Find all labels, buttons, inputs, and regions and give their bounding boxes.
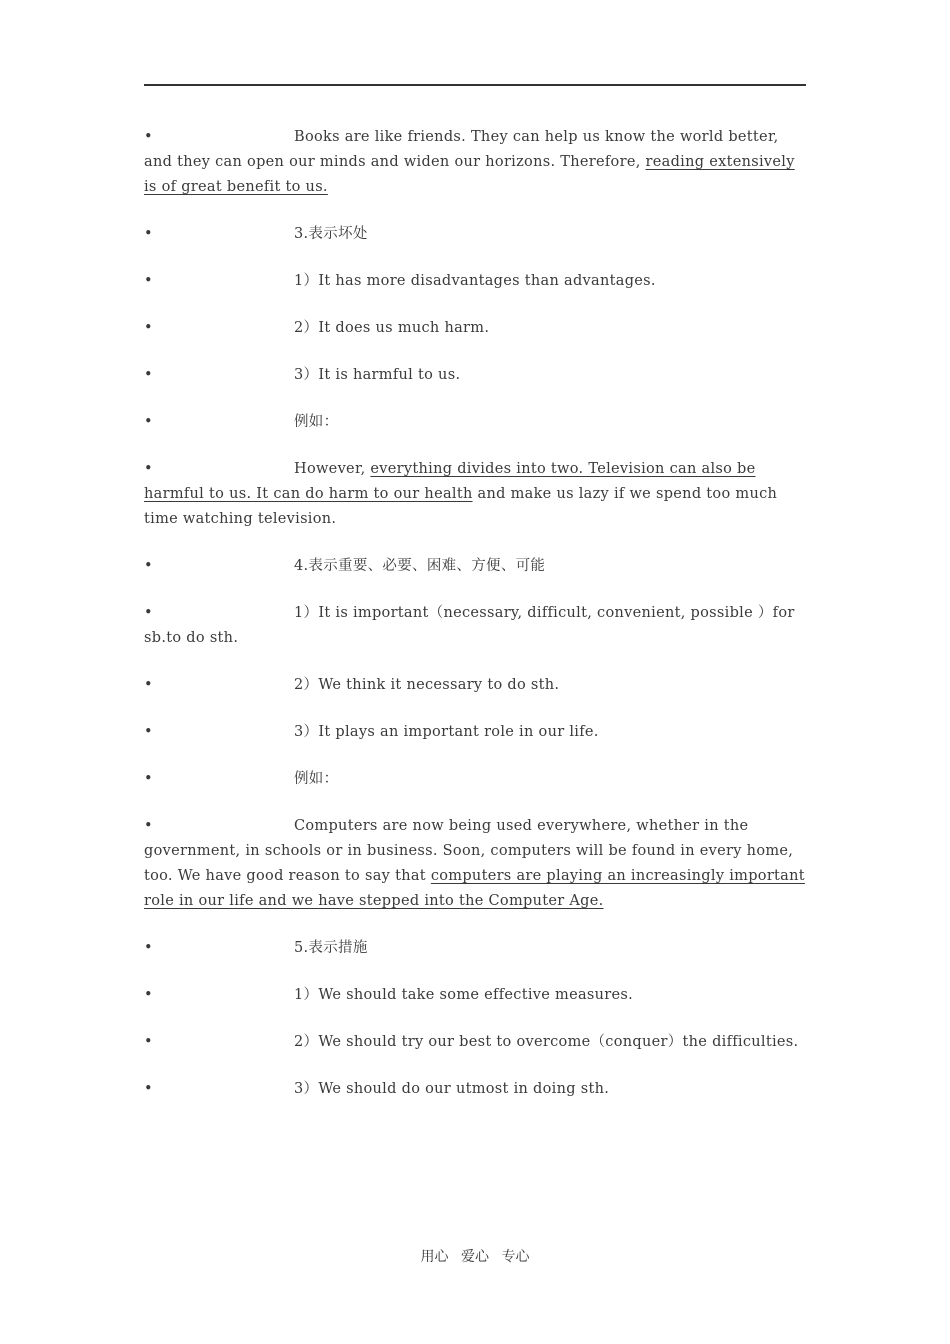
body-text: 3）It is harmful to us. bbox=[294, 367, 461, 383]
bullet-icon: • bbox=[144, 677, 153, 693]
list-item bbox=[144, 673, 806, 698]
body-text: Books are like friends. They can help us know the world better, and they can open our minds and widen our horizons. Therefore, bbox=[144, 129, 779, 170]
bullet-icon: • bbox=[144, 1034, 153, 1050]
list-item bbox=[144, 720, 806, 745]
underlined-text: everything divides into two. Television can also be harmful to us. It can do harm to our health bbox=[144, 461, 756, 502]
bullet-icon: • bbox=[144, 771, 153, 787]
body-text: 1）It has more disadvantages than advantages. bbox=[294, 273, 656, 289]
list-item bbox=[144, 457, 806, 532]
body-text: However, bbox=[294, 461, 371, 477]
bullet-icon: • bbox=[144, 987, 153, 1003]
body-text: 3）It plays an important role in our life. bbox=[294, 724, 599, 740]
bullet-icon: • bbox=[144, 818, 153, 834]
bullet-icon: • bbox=[144, 1081, 153, 1097]
bullet-icon: • bbox=[144, 558, 153, 574]
bullet-icon: • bbox=[144, 129, 153, 145]
bullet-icon: • bbox=[144, 940, 153, 956]
body-text: 2）We think it necessary to do sth. bbox=[294, 677, 560, 693]
list-item bbox=[144, 983, 806, 1008]
body-text: and make us lazy if we spend too much time watching television. bbox=[144, 486, 778, 527]
body-text: 2）It does us much harm. bbox=[294, 320, 490, 336]
bullet-icon: • bbox=[144, 226, 153, 242]
list-item bbox=[144, 269, 806, 294]
list-item bbox=[144, 814, 806, 914]
body-text: Computers are now being used everywhere, whether in the government, in schools or in business. Soon, computers will be found in every home, too. We have good reason to say that bbox=[144, 818, 794, 884]
list-item bbox=[144, 767, 806, 792]
body-text: 1）We should take some effective measures. bbox=[294, 987, 634, 1003]
list-item bbox=[144, 125, 806, 200]
underlined-text: reading extensively is of great benefit to us. bbox=[144, 154, 795, 195]
bullet-icon: • bbox=[144, 414, 153, 430]
body-text: 例如： bbox=[294, 414, 339, 430]
page-footer: 用心 爱心 专心 bbox=[420, 1249, 530, 1265]
list-item bbox=[144, 601, 806, 651]
list-item bbox=[144, 936, 806, 961]
bullet-icon: • bbox=[144, 320, 153, 336]
body-text: 3.表示坏处 bbox=[294, 226, 368, 242]
header-rule bbox=[144, 84, 806, 86]
list-item bbox=[144, 316, 806, 341]
body-text: 1）It is important（necessary, difficult, convenient, possible ）for sb.to do sth. bbox=[144, 605, 795, 646]
bullet-icon: • bbox=[144, 273, 153, 289]
bullet-icon: • bbox=[144, 724, 153, 740]
bullet-icon: • bbox=[144, 461, 153, 477]
list-item bbox=[144, 554, 806, 579]
body-text: 3）We should do our utmost in doing sth. bbox=[294, 1081, 610, 1097]
document-body bbox=[144, 125, 806, 1124]
list-item bbox=[144, 222, 806, 247]
list-item bbox=[144, 363, 806, 388]
body-text: 5.表示措施 bbox=[294, 940, 368, 956]
list-item bbox=[144, 1030, 806, 1055]
list-item bbox=[144, 1077, 806, 1102]
bullet-icon: • bbox=[144, 605, 153, 621]
body-text: 4.表示重要、必要、困难、方便、可能 bbox=[294, 558, 546, 574]
body-text: 2）We should try our best to overcome（conquer）the difficulties. bbox=[294, 1034, 799, 1050]
body-text: 例如： bbox=[294, 771, 339, 787]
list-item bbox=[144, 410, 806, 435]
bullet-icon: • bbox=[144, 367, 153, 383]
underlined-text: computers are playing an increasingly important role in our life and we have stepped into the Computer Age. bbox=[144, 868, 805, 909]
